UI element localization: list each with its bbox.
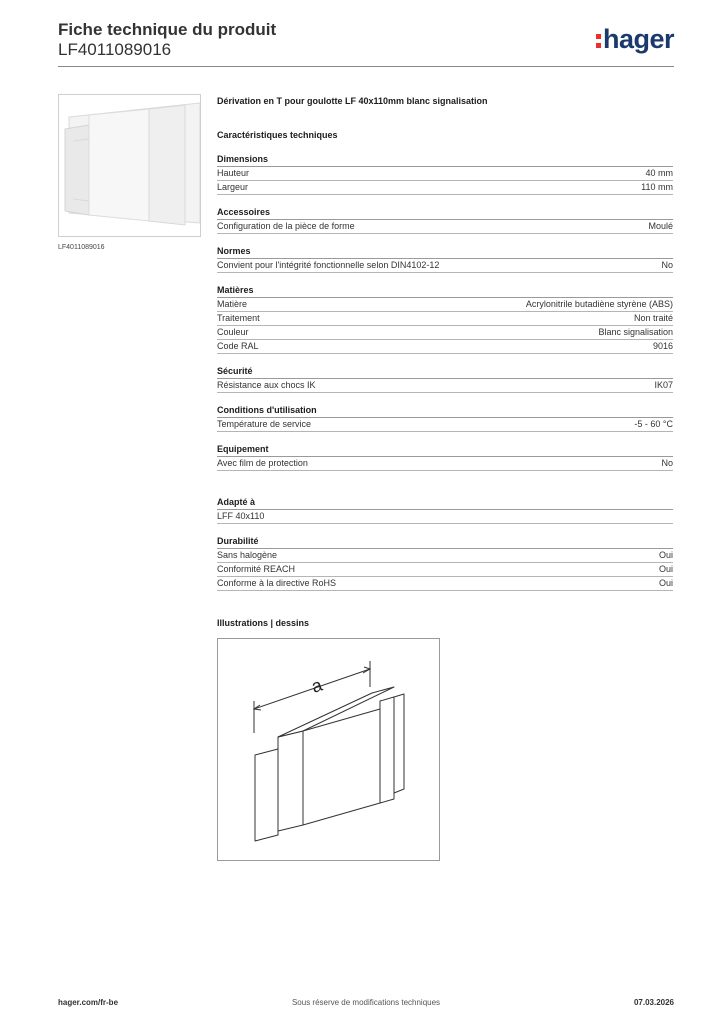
spec-label: Température de service xyxy=(217,419,312,429)
product-details xyxy=(217,96,673,591)
spec-label: Conformité REACH xyxy=(217,564,296,574)
spec-row xyxy=(217,577,673,591)
spec-row xyxy=(217,181,673,195)
section-matieres xyxy=(217,285,673,354)
product-title: Dérivation en T pour goulotte LF 40x110mm blanc signalisation xyxy=(217,96,488,106)
thumbnail-caption: LF4011089016 xyxy=(58,244,105,251)
tee-drawing-icon xyxy=(218,639,439,860)
logo-text: hager xyxy=(602,24,674,54)
section-normes xyxy=(217,246,673,273)
spec-row xyxy=(217,259,673,273)
footer-website-link[interactable]: hager.com/fr-be xyxy=(58,998,119,1007)
section-heading: Accessoires xyxy=(217,207,673,220)
document-title: Fiche technique du produit xyxy=(58,20,277,39)
spec-label: Configuration de la pièce de forme xyxy=(217,221,355,231)
spec-label: Conforme à la directive RoHS xyxy=(217,578,337,588)
section-adapte xyxy=(217,497,673,524)
spec-row xyxy=(217,563,673,577)
section-securite xyxy=(217,366,673,393)
header-divider xyxy=(58,66,674,67)
section-heading: Normes xyxy=(217,246,673,259)
product-photo-icon xyxy=(59,95,200,236)
spec-row xyxy=(217,510,673,524)
spec-value: Oui xyxy=(658,564,673,574)
section-heading: Matières xyxy=(217,285,673,298)
section-equipement xyxy=(217,444,673,471)
section-durabilite xyxy=(217,536,673,591)
footer-date: 07.03.2026 xyxy=(633,998,674,1007)
section-accessoires xyxy=(217,207,673,234)
technical-drawing xyxy=(217,638,440,861)
spec-value: Oui xyxy=(658,578,673,588)
section-heading: Dimensions xyxy=(217,154,673,167)
spec-row xyxy=(217,298,673,312)
section-conditions xyxy=(217,405,673,432)
spec-row xyxy=(217,457,673,471)
spec-label: Traitement xyxy=(217,313,260,323)
illustrations-heading: Illustrations | dessins xyxy=(217,618,310,628)
spec-label: Couleur xyxy=(217,327,249,337)
product-code: LF4011089016 xyxy=(58,40,172,59)
logo-dots-icon xyxy=(595,31,602,51)
section-heading: Adapté à xyxy=(217,497,673,510)
section-heading: Conditions d'utilisation xyxy=(217,405,673,418)
spec-row xyxy=(217,326,673,340)
spec-row xyxy=(217,549,673,563)
spec-row xyxy=(217,418,673,432)
section-heading: Sécurité xyxy=(217,366,673,379)
spec-value: Non traité xyxy=(633,313,673,323)
spec-label: Hauteur xyxy=(217,168,250,178)
spec-label: LFF 40x110 xyxy=(217,511,265,521)
spec-row xyxy=(217,312,673,326)
spec-value: -5 - 60 °C xyxy=(634,419,673,429)
spec-row xyxy=(217,340,673,354)
spec-value: Blanc signalisation xyxy=(598,327,673,337)
spec-value: 40 mm xyxy=(645,168,673,178)
spec-value: Acrylonitrile butadiène styrène (ABS) xyxy=(525,299,673,309)
spec-value: 9016 xyxy=(652,341,673,351)
spec-value: No xyxy=(661,458,673,468)
hager-logo xyxy=(595,24,674,55)
spec-label: Code RAL xyxy=(217,341,259,351)
spec-row xyxy=(217,379,673,393)
spec-value: No xyxy=(661,260,673,270)
section-heading: Durabilité xyxy=(217,536,673,549)
spec-label: Largeur xyxy=(217,182,249,192)
page-footer xyxy=(58,998,674,1010)
section-dimensions xyxy=(217,154,673,195)
dimension-a-label: a xyxy=(308,674,325,697)
spec-value: 110 mm xyxy=(641,182,673,192)
spec-value: Moulé xyxy=(648,221,673,231)
spec-label: Résistance aux chocs IK xyxy=(217,380,316,390)
spec-row xyxy=(217,220,673,234)
spec-label: Convient pour l'intégrité fonctionnelle selon DIN4102-12 xyxy=(217,260,440,270)
spec-label: Matière xyxy=(217,299,248,309)
section-heading: Equipement xyxy=(217,444,673,457)
spec-value: IK07 xyxy=(654,380,673,390)
page-header xyxy=(58,20,674,64)
specs-heading: Caractéristiques techniques xyxy=(217,130,338,140)
product-thumbnail xyxy=(58,94,201,237)
footer-note: Sous réserve de modifications techniques xyxy=(291,998,441,1007)
spec-value: Oui xyxy=(658,550,673,560)
spec-label: Avec film de protection xyxy=(217,458,308,468)
spec-row xyxy=(217,167,673,181)
spec-label: Sans halogène xyxy=(217,550,278,560)
